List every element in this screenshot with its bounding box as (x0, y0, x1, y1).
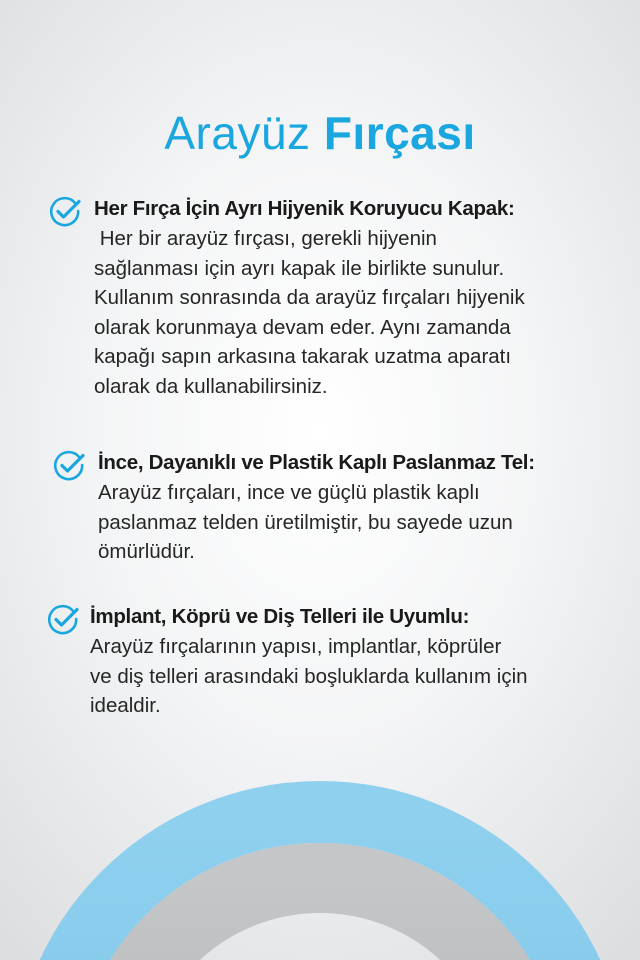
outer-blue-arc (42, 812, 598, 960)
feature-line: ömürlüdür. (98, 540, 195, 563)
feature-body (94, 224, 614, 401)
feature-line: Arayüz fırçalarının yapısı, implantlar, köprüler (90, 635, 502, 658)
feature-line: kapağı sapın arkasına takarak uzatma aparatı (94, 345, 512, 368)
feature-line: sağlanması için ayrı kapak ile birlikte sunulur. (94, 256, 505, 280)
feature-line: paslanmaz telden üretilmiştir, bu sayede uzun (98, 510, 513, 534)
check-circle-icon (48, 194, 82, 228)
title-light: Arayüz (164, 106, 311, 159)
feature-line: Kullanım sonrasında da arayüz fırçaları hijyenik (94, 286, 525, 309)
feature-line: olarak korunmaya devam eder. Aynı zamanda (94, 315, 511, 339)
feature-body (90, 632, 610, 721)
check-circle-icon (52, 448, 86, 482)
page-title (0, 103, 640, 163)
feature-line: ve diş telleri arasındaki boşluklarda kullanım için (90, 664, 528, 688)
inner-gray-arc (108, 878, 532, 960)
feature-line: Her bir arayüz fırçası, gerekli hijyenin (94, 227, 437, 250)
check-circle-icon (46, 602, 80, 636)
feature-line: Arayüz fırçaları, ince ve güçlü plastik kaplı (98, 481, 480, 504)
feature-heading: Her Fırça İçin Ayrı Hijyenik Koruyucu Kapak: (94, 197, 515, 220)
feature-line: olarak da kullanabilirsiniz. (94, 374, 328, 398)
title-bold: Fırçası (323, 106, 476, 159)
feature-line: idealdir. (90, 694, 161, 717)
feature-heading: İnce, Dayanıklı ve Plastik Kaplı Paslanmaz Tel: (98, 451, 535, 474)
feature-heading: İmplant, Köprü ve Diş Telleri ile Uyumlu: (90, 605, 470, 628)
feature-body (98, 478, 618, 567)
